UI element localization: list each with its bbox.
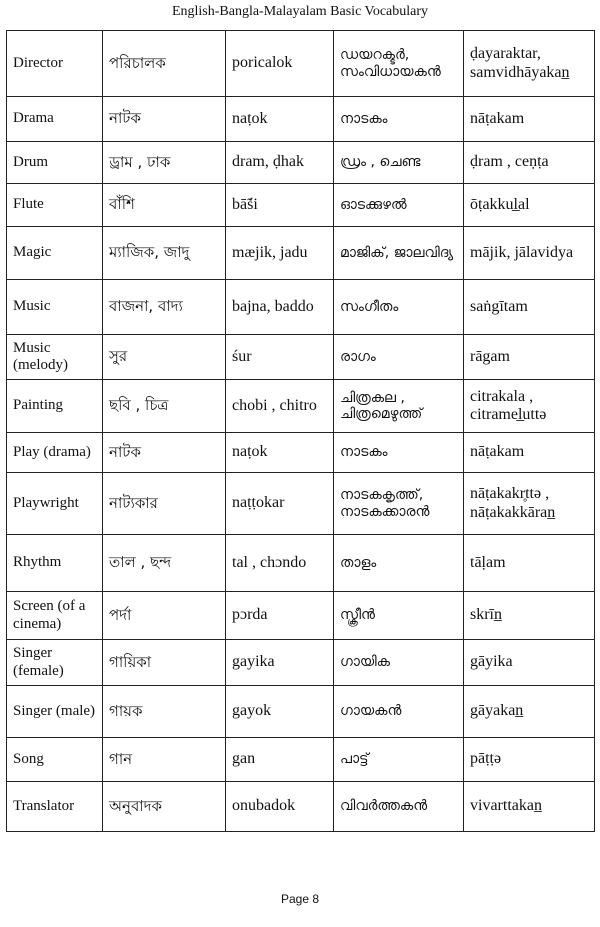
vocabulary-row <box>7 227 595 280</box>
bangla-word-cell: সুর <box>103 335 226 380</box>
page-header-title: English-Bangla-Malayalam Basic Vocabulary <box>171 4 429 19</box>
bangla-word-cell: পর্দা <box>103 592 226 640</box>
bangla-transliteration-cell: gayika <box>226 640 334 686</box>
bangla-word-cell: পরিচালক <box>103 31 226 97</box>
bangla-word-cell: ছবি , চিত্র <box>103 380 226 433</box>
vocabulary-row <box>7 640 595 686</box>
malayalam-transliteration-cell: mājik, jālavidya <box>464 227 595 280</box>
english-word-cell: Magic <box>7 227 103 280</box>
bangla-transliteration-cell: gayok <box>226 686 334 738</box>
vocabulary-row <box>7 473 595 535</box>
bangla-word-cell: গান <box>103 738 226 782</box>
vocabulary-row <box>7 782 595 832</box>
malayalam-word-cell: സ്ക്രീൻ <box>334 592 464 640</box>
malayalam-word-cell: ഡയറക്ടർ, സംവിധായകൻ <box>334 31 464 97</box>
bangla-transliteration-cell: dram, ḍhak <box>226 142 334 184</box>
malayalam-word-cell: ചിത്രകല , ചിത്രമെഴുത്ത് <box>334 380 464 433</box>
bangla-transliteration-cell: gan <box>226 738 334 782</box>
vocabulary-row <box>7 738 595 782</box>
vocabulary-row <box>7 31 595 97</box>
malayalam-transliteration-cell: saṅgītam <box>464 280 595 335</box>
bangla-word-cell: গায়িকা <box>103 640 226 686</box>
vocabulary-row <box>7 592 595 640</box>
malayalam-transliteration-cell: skrīn̲ <box>464 592 595 640</box>
english-word-cell: Rhythm <box>7 535 103 592</box>
page-number: Page 8 <box>280 892 320 906</box>
bangla-word-cell: নাটক <box>103 97 226 142</box>
english-word-cell: Playwright <box>7 473 103 535</box>
malayalam-word-cell: രാഗം <box>334 335 464 380</box>
malayalam-transliteration-cell: gāyika <box>464 640 595 686</box>
malayalam-word-cell: നാടകകൃത്ത്, നാടകക്കാരൻ <box>334 473 464 535</box>
malayalam-word-cell: ഗായകൻ <box>334 686 464 738</box>
bangla-transliteration-cell: naṭok <box>226 97 334 142</box>
english-word-cell: Painting <box>7 380 103 433</box>
vocabulary-row <box>7 535 595 592</box>
bangla-transliteration-cell: tal , chɔndo <box>226 535 334 592</box>
bangla-transliteration-cell: chobi , chitro <box>226 380 334 433</box>
bangla-transliteration-cell: onubadok <box>226 782 334 832</box>
malayalam-word-cell: ഗായിക <box>334 640 464 686</box>
malayalam-word-cell: ഓടക്കുഴൽ <box>334 184 464 227</box>
english-word-cell: Play (drama) <box>7 433 103 473</box>
english-word-cell: Drum <box>7 142 103 184</box>
bangla-word-cell: ড্রাম , ঢাক <box>103 142 226 184</box>
bangla-transliteration-cell: bajna, baddo <box>226 280 334 335</box>
bangla-word-cell: অনুবাদক <box>103 782 226 832</box>
malayalam-transliteration-cell: tāḷam <box>464 535 595 592</box>
bangla-transliteration-cell: śur <box>226 335 334 380</box>
bangla-transliteration-cell: bā̃śi <box>226 184 334 227</box>
malayalam-transliteration-cell: vivarttakan̲ <box>464 782 595 832</box>
bangla-word-cell: নাট্যকার <box>103 473 226 535</box>
bangla-transliteration-cell: poricalok <box>226 31 334 97</box>
english-word-cell: Singer (male) <box>7 686 103 738</box>
malayalam-word-cell: നാടകം <box>334 433 464 473</box>
bangla-word-cell: নাটক <box>103 433 226 473</box>
malayalam-transliteration-cell: rāgam <box>464 335 595 380</box>
malayalam-transliteration-cell: nāṭakam <box>464 433 595 473</box>
malayalam-transliteration-cell: ḍayaraktar, samvidhāyakan̲ <box>464 31 595 97</box>
malayalam-word-cell: വിവർത്തകൻ <box>334 782 464 832</box>
bangla-transliteration-cell: mæjik, jadu <box>226 227 334 280</box>
english-word-cell: Music (melody) <box>7 335 103 380</box>
malayalam-word-cell: മാജിക്, ജാലവിദ്യ <box>334 227 464 280</box>
vocabulary-row <box>7 184 595 227</box>
malayalam-transliteration-cell: nāṭakam <box>464 97 595 142</box>
malayalam-word-cell: പാട്ട് <box>334 738 464 782</box>
bangla-word-cell: বাজনা, বাদ্য <box>103 280 226 335</box>
bangla-word-cell: বাঁশি <box>103 184 226 227</box>
english-word-cell: Song <box>7 738 103 782</box>
bangla-word-cell: তাল , ছন্দ <box>103 535 226 592</box>
vocabulary-row <box>7 686 595 738</box>
malayalam-transliteration-cell: ḍram , ceṇṭa <box>464 142 595 184</box>
malayalam-word-cell: നാടകം <box>334 97 464 142</box>
vocabulary-table-body <box>7 31 595 832</box>
vocabulary-table <box>6 30 595 832</box>
malayalam-transliteration-cell: citrakala , citramel̲uttə <box>464 380 595 433</box>
vocabulary-row <box>7 142 595 184</box>
malayalam-transliteration-cell: nāṭakakr̥ttə , nāṭakakkāran̲ <box>464 473 595 535</box>
bangla-transliteration-cell: pɔrda <box>226 592 334 640</box>
english-word-cell: Flute <box>7 184 103 227</box>
english-word-cell: Drama <box>7 97 103 142</box>
bangla-word-cell: গায়ক <box>103 686 226 738</box>
vocabulary-row <box>7 335 595 380</box>
english-word-cell: Translator <box>7 782 103 832</box>
vocabulary-row <box>7 433 595 473</box>
malayalam-transliteration-cell: pāṭṭə <box>464 738 595 782</box>
bangla-transliteration-cell: naṭṭokar <box>226 473 334 535</box>
vocabulary-row <box>7 380 595 433</box>
bangla-transliteration-cell: naṭok <box>226 433 334 473</box>
malayalam-word-cell: ഡ്രം , ചെണ്ട <box>334 142 464 184</box>
malayalam-transliteration-cell: ōṭakkul̲al <box>464 184 595 227</box>
english-word-cell: Screen (of a cinema) <box>7 592 103 640</box>
english-word-cell: Music <box>7 280 103 335</box>
vocabulary-row <box>7 97 595 142</box>
bangla-word-cell: ম্যাজিক, জাদু <box>103 227 226 280</box>
malayalam-word-cell: താളം <box>334 535 464 592</box>
english-word-cell: Director <box>7 31 103 97</box>
malayalam-word-cell: സംഗീതം <box>334 280 464 335</box>
vocabulary-row <box>7 280 595 335</box>
malayalam-transliteration-cell: gāyakan̲ <box>464 686 595 738</box>
english-word-cell: Singer (female) <box>7 640 103 686</box>
